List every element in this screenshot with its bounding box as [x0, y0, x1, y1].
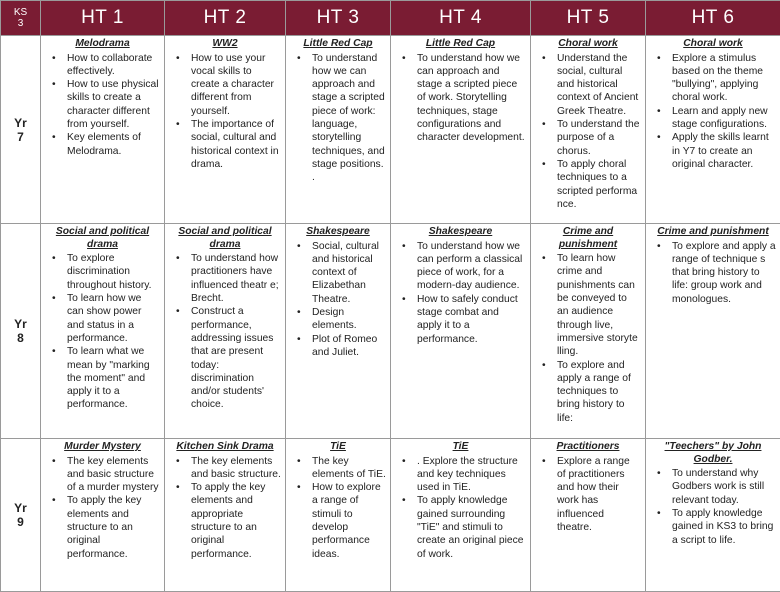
- unit-title: Social and political drama: [169, 226, 281, 251]
- unit-title: Social and political drama: [45, 226, 160, 251]
- objective-item: • Explore a range of practitioners and how their work has influenced theatre.: [557, 455, 641, 535]
- year-row: [1, 224, 780, 439]
- objective-list: [290, 240, 386, 360]
- objective-item: • How to use your vocal skills to create a character different from yourself.: [191, 52, 281, 118]
- objective-item: • The key elements of TiE.: [312, 455, 386, 482]
- objective-item: • To apply knowledge gained in KS3 to bring a script to life.: [672, 507, 776, 547]
- objective-item: • Apply the skills learnt in Y7 to create an original character.: [672, 131, 776, 171]
- objective-item: • To understand how we can approach and stage a scripted piece of work: language, storytelling techniques, and stage positions. .: [312, 52, 386, 185]
- unit-cell: [286, 36, 391, 224]
- unit-cell: [531, 224, 646, 439]
- year-label: Yr: [14, 317, 27, 331]
- objective-list: [535, 252, 641, 425]
- year-label-cell: [1, 224, 41, 439]
- unit-title: "Teechers" by John Godber.: [650, 441, 776, 466]
- objective-item: • Design elements.: [312, 306, 386, 333]
- unit-title: WW2: [169, 38, 281, 51]
- ks-label: KS: [14, 7, 27, 18]
- half-term-header: HT 3: [286, 1, 391, 36]
- unit-cell: [646, 36, 780, 224]
- objective-item: • To understand why Godbers work is still relevant today.: [672, 467, 776, 507]
- objective-item: • To apply the key elements and appropriate structure to an original performance.: [191, 481, 281, 561]
- unit-cell: [391, 224, 531, 439]
- objective-item: • To learn how we can show power and status in a performance.: [67, 292, 160, 345]
- year-number: 8: [17, 331, 24, 345]
- half-term-header: HT 5: [531, 1, 646, 36]
- unit-title: Melodrama: [45, 38, 160, 51]
- year-label: Yr: [14, 116, 27, 130]
- unit-cell: [286, 439, 391, 592]
- year-number: 9: [17, 515, 24, 529]
- objective-list: [45, 52, 160, 158]
- objective-item: • . Explore the structure and key techniques used in TiE.: [417, 455, 526, 495]
- unit-title: Little Red Cap: [290, 38, 386, 51]
- half-term-header: HT 2: [165, 1, 286, 36]
- objective-list: [650, 240, 776, 306]
- unit-title: Little Red Cap: [395, 38, 526, 51]
- year-number: 7: [17, 130, 24, 144]
- year-row: [1, 36, 780, 224]
- objective-item: • To understand how we can perform a classical piece of work, for a modern-day audience.: [417, 240, 526, 293]
- objective-item: • Key elements of Melodrama.: [67, 131, 160, 158]
- objective-list: [395, 240, 526, 346]
- objective-item: • To explore discrimination throughout history.: [67, 252, 160, 292]
- objective-list: [650, 467, 776, 547]
- objective-item: • The key elements and basic structure of a murder mystery: [67, 455, 160, 495]
- unit-title: TiE: [290, 441, 386, 454]
- unit-cell: [531, 36, 646, 224]
- objective-item: • To understand the purpose of a chorus.: [557, 118, 641, 158]
- unit-cell: [41, 224, 165, 439]
- year-row: [1, 439, 780, 592]
- objective-item: • Understand the social, cultural and historical context of Ancient Greek Theatre.: [557, 52, 641, 118]
- objective-list: [169, 252, 281, 412]
- objective-item: • To explore and apply a range of techniques to bring history to life:: [557, 359, 641, 425]
- objective-item: • The key elements and basic structure.: [191, 455, 281, 482]
- year-label-cell: [1, 439, 41, 592]
- half-term-header: HT 1: [41, 1, 165, 36]
- unit-title: Murder Mystery: [45, 441, 160, 454]
- objective-item: • To apply choral techniques to a scripted performa nce.: [557, 158, 641, 211]
- unit-cell: [165, 224, 286, 439]
- year-label: Yr: [14, 501, 27, 515]
- half-term-header: HT 4: [391, 1, 531, 36]
- objective-item: • Explore a stimulus based on the theme "bullying", applying choral work.: [672, 52, 776, 105]
- objective-item: • Construct a performance, addressing issues that are present today: discrimination and/or students' choice.: [191, 305, 281, 411]
- objective-item: • To apply knowledge gained surrounding "TiE" and stimuli to create an original piece of work.: [417, 494, 526, 560]
- unit-cell: [646, 439, 780, 592]
- objective-item: • How to collaborate effectively.: [67, 52, 160, 79]
- objective-item: • To learn how crime and punishments can be conveyed to an audience through live, immersive storyte lling.: [557, 252, 641, 358]
- objective-item: • Learn and apply new stage configurations.: [672, 105, 776, 132]
- unit-cell: [41, 36, 165, 224]
- unit-cell: [391, 439, 531, 592]
- objective-list: [290, 52, 386, 185]
- unit-title: Shakespeare: [290, 226, 386, 239]
- objective-list: [535, 455, 641, 535]
- unit-title: Choral work: [650, 38, 776, 51]
- objective-item: • How to safely conduct stage combat and apply it to a performance.: [417, 293, 526, 346]
- year-label-cell: [1, 36, 41, 224]
- unit-title: Shakespeare: [395, 226, 526, 239]
- objective-item: • To understand how practitioners have influenced theatr e; Brecht.: [191, 252, 281, 305]
- objective-item: • How to explore a range of stimuli to develop performance ideas.: [312, 481, 386, 561]
- objective-list: [650, 52, 776, 172]
- header-row: [1, 1, 780, 36]
- objective-item: • To explore and apply a range of technique s that bring history to life: group work and monologues.: [672, 240, 776, 306]
- objective-item: • How to use physical skills to create a character different from yourself.: [67, 78, 160, 131]
- unit-cell: [165, 36, 286, 224]
- objective-list: [395, 52, 526, 145]
- unit-cell: [165, 439, 286, 592]
- unit-cell: [531, 439, 646, 592]
- unit-cell: [41, 439, 165, 592]
- objective-list: [535, 52, 641, 212]
- objective-item: • Social, cultural and historical context of Elizabethan Theatre.: [312, 240, 386, 306]
- objective-list: [169, 52, 281, 172]
- ks-number: 3: [18, 18, 24, 29]
- objective-list: [45, 252, 160, 412]
- unit-title: TiE: [395, 441, 526, 454]
- unit-title: Crime and punishment: [535, 226, 641, 251]
- unit-cell: [391, 36, 531, 224]
- objective-item: • To apply the key elements and structure to an original performance.: [67, 494, 160, 560]
- objective-item: • The importance of social, cultural and historical context in drama.: [191, 118, 281, 171]
- objective-item: • To learn what we mean by "marking the moment" and apply it to a performance.: [67, 345, 160, 411]
- objective-list: [395, 455, 526, 561]
- objective-list: [290, 455, 386, 561]
- objective-list: [45, 455, 160, 561]
- unit-title: Choral work: [535, 38, 641, 51]
- key-stage-header: [1, 1, 41, 36]
- unit-title: Kitchen Sink Drama: [169, 441, 281, 454]
- objective-list: [169, 455, 281, 561]
- unit-title: Practitioners: [535, 441, 641, 454]
- objective-item: • Plot of Romeo and Juliet.: [312, 333, 386, 360]
- half-term-header: HT 6: [646, 1, 780, 36]
- unit-cell: [286, 224, 391, 439]
- unit-cell: [646, 224, 780, 439]
- objective-item: • To understand how we can approach and stage a scripted piece of work. Storytelling techniques, stage configurations and character development.: [417, 52, 526, 145]
- unit-title: Crime and punishment: [650, 226, 776, 239]
